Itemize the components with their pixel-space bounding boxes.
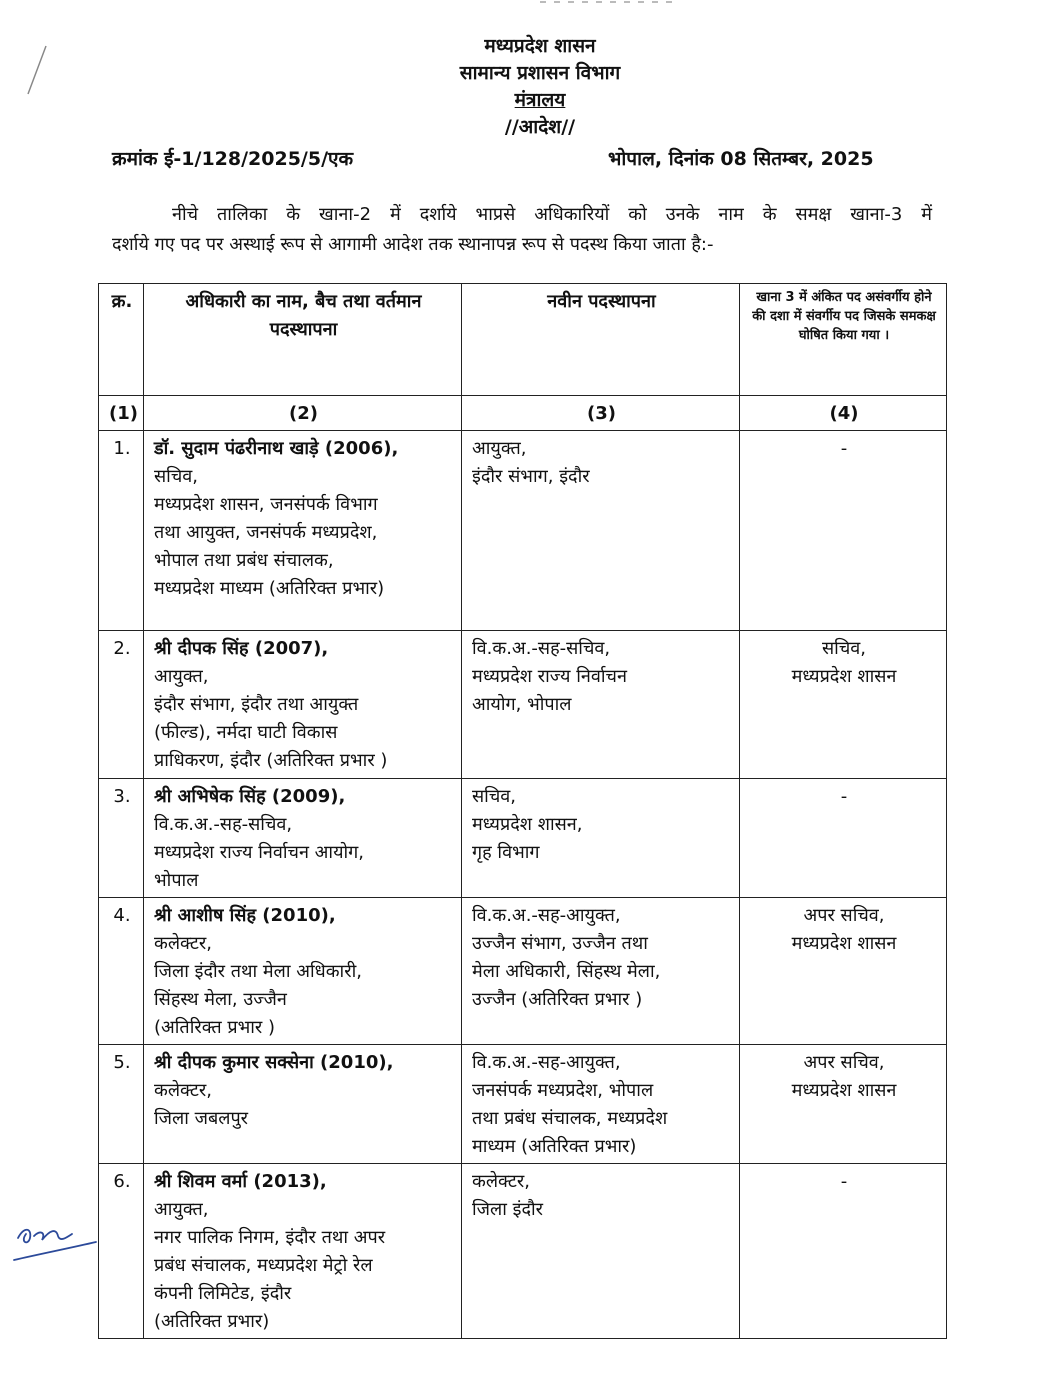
officer-cell xyxy=(144,1045,462,1164)
new-posting-line: कलेक्टर, xyxy=(472,1171,530,1192)
current-posting-line: कलेक्टर, xyxy=(154,933,212,954)
ministry-label: मंत्रालय xyxy=(514,89,566,111)
serial-number: 2. xyxy=(99,631,144,779)
equivalent-cell xyxy=(740,431,947,631)
new-posting-line: वि.क.अ.-सह-सचिव, xyxy=(472,638,611,659)
table-row xyxy=(99,779,947,898)
new-posting-line: जिला इंदौर xyxy=(472,1199,544,1220)
serial-number: 1. xyxy=(99,431,144,631)
scan-artifact-mark xyxy=(530,0,690,12)
order-number: क्रमांक ई-1/128/2025/5/एक xyxy=(112,148,354,170)
current-posting-line: वि.क.अ.-सह-सचिव, xyxy=(154,814,293,835)
govt-name: मध्यप्रदेश शासन xyxy=(484,35,596,57)
table-row xyxy=(99,631,947,779)
intro-line-2: दर्शाये गए पद पर अस्थाई रूप से आगामी आदेश तक स्थानापन्न रूप से पदस्थ किया जाता है:- xyxy=(112,234,714,255)
current-posting-line: मध्यप्रदेश राज्य निर्वाचन आयोग, xyxy=(154,842,365,863)
new-posting-line: जनसंपर्क मध्यप्रदेश, भोपाल xyxy=(472,1080,654,1101)
equivalent-line: अपर सचिव, xyxy=(803,1052,885,1073)
new-posting-line: सचिव, xyxy=(472,786,516,807)
current-posting-line: कंपनी लिमिटेड, इंदौर xyxy=(154,1283,292,1304)
current-posting-line: इंदौर संभाग, इंदौर तथा आयुक्त xyxy=(154,694,359,715)
equivalent-cell xyxy=(740,898,947,1045)
officer-name: श्री अभिषेक सिंह (2009), xyxy=(154,786,346,807)
table-header-row xyxy=(99,284,947,396)
officer-name: श्री दीपक सिंह (2007), xyxy=(154,638,329,659)
col-num-4: (4) xyxy=(740,396,947,431)
current-posting-line: (अतिरिक्त प्रभार ) xyxy=(154,1017,276,1038)
equivalent-line: अपर सचिव, xyxy=(803,905,885,926)
officer-name: श्री आशीष सिंह (2010), xyxy=(154,905,336,926)
new-posting-line: गृह विभाग xyxy=(472,842,540,863)
order-heading: //आदेश// xyxy=(504,116,576,138)
new-posting-cell xyxy=(462,898,740,1045)
equivalent-line: मध्यप्रदेश शासन xyxy=(791,933,897,954)
current-posting-line: भोपाल तथा प्रबंध संचालक, xyxy=(154,550,334,571)
current-posting-line: जिला जबलपुर xyxy=(154,1108,249,1129)
current-posting-line: जिला इंदौर तथा मेला अधिकारी, xyxy=(154,961,362,982)
equivalent-line: - xyxy=(840,786,848,807)
intro-paragraph xyxy=(112,200,932,260)
current-posting-line: तथा आयुक्त, जनसंपर्क मध्यप्रदेश, xyxy=(154,522,378,543)
new-posting-line: माध्यम (अतिरिक्त प्रभार) xyxy=(472,1136,637,1157)
new-posting-line: वि.क.अ.-सह-आयुक्त, xyxy=(472,1052,621,1073)
current-posting-line: आयुक्त, xyxy=(154,666,209,687)
new-posting-line: मेला अधिकारी, सिंहस्थ मेला, xyxy=(472,961,661,982)
handwritten-initials xyxy=(10,1216,100,1276)
officer-cell xyxy=(144,631,462,779)
officer-cell xyxy=(144,1164,462,1339)
new-posting-line: आयुक्त, xyxy=(472,438,527,459)
new-posting-cell xyxy=(462,631,740,779)
intro-line-1: नीचे तालिका के खाना-2 में दर्शाये भाप्रसे अधिकारियों को उनके नाम के समक्ष खाना-3 में xyxy=(172,204,932,225)
new-posting-line: तथा प्रबंध संचालक, मध्यप्रदेश xyxy=(472,1108,668,1129)
header-officer: अधिकारी का नाम, बैच तथा वर्तमान पदस्थापना xyxy=(144,284,462,396)
current-posting-line: कलेक्टर, xyxy=(154,1080,212,1101)
equivalent-cell xyxy=(740,1045,947,1164)
current-posting-line: प्राधिकरण, इंदौर (अतिरिक्त प्रभार ) xyxy=(154,750,388,771)
posting-table xyxy=(98,283,947,1339)
current-posting-line: (अतिरिक्त प्रभार) xyxy=(154,1311,270,1332)
col-num-1: (1) xyxy=(99,396,144,431)
current-posting-line: सचिव, xyxy=(154,466,198,487)
new-posting-cell xyxy=(462,1164,740,1339)
header-new-posting: नवीन पदस्थापना xyxy=(462,284,740,396)
equivalent-line: सचिव, xyxy=(822,638,866,659)
officer-cell xyxy=(144,898,462,1045)
equivalent-line: - xyxy=(840,1171,848,1192)
header-sn: क्र. xyxy=(99,284,144,396)
serial-number: 4. xyxy=(99,898,144,1045)
current-posting-line: प्रबंध संचालक, मध्यप्रदेश मेट्रो रेल xyxy=(154,1255,373,1276)
officer-cell xyxy=(144,779,462,898)
current-posting-line: (फील्ड), नर्मदा घाटी विकास xyxy=(154,722,338,743)
serial-number: 5. xyxy=(99,1045,144,1164)
current-posting-line: आयुक्त, xyxy=(154,1199,209,1220)
department-name: सामान्य प्रशासन विभाग xyxy=(459,62,621,84)
equivalent-line: मध्यप्रदेश शासन xyxy=(791,1080,897,1101)
table-row xyxy=(99,1164,947,1339)
new-posting-line: इंदौर संभाग, इंदौर xyxy=(472,466,590,487)
officer-name: श्री दीपक कुमार सक्सेना (2010), xyxy=(154,1052,394,1073)
officer-cell xyxy=(144,431,462,631)
new-posting-line: वि.क.अ.-सह-आयुक्त, xyxy=(472,905,621,926)
col-num-2: (2) xyxy=(144,396,462,431)
place-date: भोपाल, दिनांक 08 सितम्बर, 2025 xyxy=(608,148,874,170)
officer-name: डॉ. सुदाम पंढरीनाथ खाड़े (2006), xyxy=(154,438,399,459)
new-posting-cell xyxy=(462,431,740,631)
new-posting-line: उज्जैन संभाग, उज्जैन तथा xyxy=(472,933,648,954)
equivalent-line: मध्यप्रदेश शासन xyxy=(791,666,897,687)
header-equivalent: खाना 3 में अंकित पद असंवर्गीय होने की दशा में संवर्गीय पद जिसके समकक्ष घोषित किया गया । xyxy=(740,284,947,396)
new-posting-line: मध्यप्रदेश राज्य निर्वाचन xyxy=(472,666,627,687)
new-posting-line: उज्जैन (अतिरिक्त प्रभार ) xyxy=(472,989,643,1010)
new-posting-cell xyxy=(462,779,740,898)
column-number-row xyxy=(99,396,947,431)
new-posting-line: मध्यप्रदेश शासन, xyxy=(472,814,583,835)
serial-number: 3. xyxy=(99,779,144,898)
serial-number: 6. xyxy=(99,1164,144,1339)
current-posting-line: नगर पालिक निगम, इंदौर तथा अपर xyxy=(154,1227,386,1248)
table-row xyxy=(99,898,947,1045)
current-posting-line: मध्यप्रदेश शासन, जनसंपर्क विभाग xyxy=(154,494,378,515)
current-posting-line: सिंहस्थ मेला, उज्जैन xyxy=(154,989,287,1010)
new-posting-line: आयोग, भोपाल xyxy=(472,694,572,715)
equivalent-line: - xyxy=(840,438,848,459)
table-row xyxy=(99,1045,947,1164)
new-posting-cell xyxy=(462,1045,740,1164)
col-num-3: (3) xyxy=(462,396,740,431)
current-posting-line: भोपाल xyxy=(154,870,199,891)
document-header xyxy=(0,33,1038,141)
officer-name: श्री शिवम वर्मा (2013), xyxy=(154,1171,327,1192)
equivalent-cell xyxy=(740,779,947,898)
equivalent-cell xyxy=(740,631,947,779)
equivalent-cell xyxy=(740,1164,947,1339)
table-row xyxy=(99,431,947,631)
current-posting-line: मध्यप्रदेश माध्यम (अतिरिक्त प्रभार) xyxy=(154,578,385,599)
